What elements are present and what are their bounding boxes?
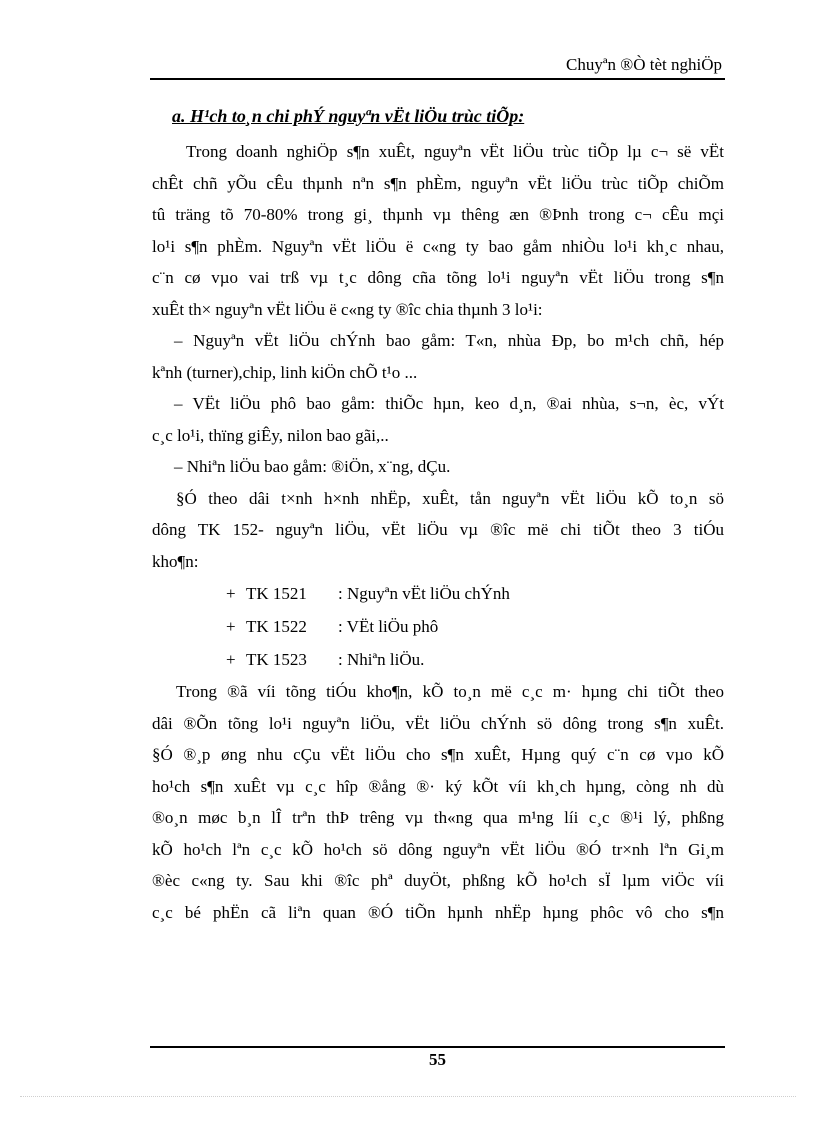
text-line: §Ó ®¸p øng nhu cÇu vËt liÖu cho s¶n xuÊt, Hµng quý c¨n cø vµo kÕ — [152, 745, 724, 764]
text-line: lo¹i s¶n phÈm. Nguyªn vËt liÖu ë c«ng ty bao gåm nhiÒu lo¹i kh¸c nhau, — [152, 236, 724, 256]
text-line: – Nhiªn liÖu bao gåm: ®iÖn, x¨ng, dÇu. — [174, 457, 451, 476]
text-line: dâi ®Õn tõng lo¹i nguyªn liÖu, vËt liÖu chÝnh sö dông trong s¶n xuÊt. — [152, 713, 724, 733]
paragraph-material-planning — [152, 676, 724, 928]
text-line: – Nguyªn vËt liÖu chÝnh bao gåm: T«n, nhùa Ðp, bo m¹ch chñ, hép — [174, 331, 724, 350]
text-line: c¸c bé phËn cã liªn quan ®Ó tiÕn hµnh nhËp hµng phôc vô cho s¶n — [152, 902, 724, 922]
text-line: c¨n cø vµo vai trß vµ t¸c dông cña tõng lo¹i nguyªn vËt liÖu trong s¶n — [152, 268, 724, 287]
paragraph-materials-role — [152, 136, 724, 325]
list-item-fuel — [152, 451, 724, 483]
plus-marker: + — [226, 650, 236, 669]
text-line: chÊt chñ yÕu cÊu thµnh nªn s¶n phÈm, nguyªn vËt liÖu trùc tiÕp chiÕm — [152, 173, 724, 193]
text-line: xuÊt th× nguyªn vËt liÖu ë c«ng ty ®îc chia thµnh 3 lo¹i: — [152, 299, 543, 319]
text-line: Trong ®ã víi tõng tiÓu kho¶n, kÕ to¸n më c¸c m· hµng chi tiÕt theo — [176, 682, 724, 701]
page-number: 55 — [429, 1050, 446, 1069]
text-line: dông TK 152- nguyªn liÖu, vËt liÖu vµ ®îc më chi tiÕt theo 3 tiÓu — [152, 520, 724, 539]
sub-account-row — [152, 643, 724, 676]
text-line: – VËt liÖu phô bao gåm: thiÕc hµn, keo d¸n, ®ai nhùa, s¬n, èc, vÝt — [174, 394, 724, 413]
text-line: kªnh (turner),chip, linh kiÖn chÕ t¹o ... — [152, 362, 418, 382]
sub-account-row — [152, 610, 724, 643]
sub-account-row — [152, 577, 724, 610]
page-body — [152, 98, 724, 928]
list-item-main-materials — [152, 325, 724, 388]
text-line: kho¶n: — [152, 551, 199, 571]
account-code: TK 1523 — [246, 650, 307, 669]
list-item-auxiliary-materials — [152, 388, 724, 451]
footer-rule — [150, 1046, 725, 1048]
text-line: Trong doanh nghiÖp s¶n xuÊt, nguyªn vËt liÖu trùc tiÕp lµ c¬ së vËt — [186, 142, 724, 161]
sub-account-list — [152, 577, 724, 676]
text-line: ho¹ch s¶n xuÊt vµ c¸c hîp ®ång ®· ký kÕt víi kh¸ch hµng, còng nh dù — [152, 776, 724, 796]
paragraph-account-152 — [152, 483, 724, 578]
account-code: TK 1521 — [246, 584, 307, 603]
text-line: kÕ ho¹ch lªn c¸c kÕ ho¹ch sö dông nguyªn vËt liÖu ®Ó tr×nh lªn Gi¸m — [152, 839, 724, 859]
header-rule — [150, 78, 725, 80]
account-code: TK 1522 — [246, 617, 307, 636]
text-line: §Ó theo dâi t×nh h×nh nhËp, xuÊt, tån nguyªn vËt liÖu kÕ to¸n sö — [176, 488, 724, 508]
section-heading: a. H¹ch to¸n chi phÝ nguyªn vËt liÖu trùc tiÕp: — [172, 106, 525, 126]
plus-marker: + — [226, 617, 236, 636]
text-line: c¸c lo¹i, thïng giÊy, nilon bao gãi,.. — [152, 425, 389, 445]
account-description: : Nguyªn vËt liÖu chÝnh — [338, 584, 510, 603]
account-description: : VËt liÖu phô — [338, 617, 439, 636]
text-line: tû träng tõ 70-80% trong gi¸ thµnh vµ thêng æn ®Þnh trong c¬ cÊu mçi — [152, 205, 724, 224]
text-line: ®o¸n møc b¸n lÎ trªn thÞ trêng vµ th«ng qua m¹ng líi c¸c ®¹i lý, phßng — [152, 808, 724, 827]
account-description: : Nhiªn liÖu. — [338, 650, 425, 669]
page-edge-divider — [20, 1096, 796, 1097]
text-line: ®èc c«ng ty. Sau khi ®îc phª duyÖt, phßng kÕ ho¹ch sÏ lµm viÖc víi — [152, 871, 724, 890]
plus-marker: + — [226, 584, 236, 603]
running-header: Chuyªn ®Ò tèt nghiÖp — [566, 55, 722, 74]
